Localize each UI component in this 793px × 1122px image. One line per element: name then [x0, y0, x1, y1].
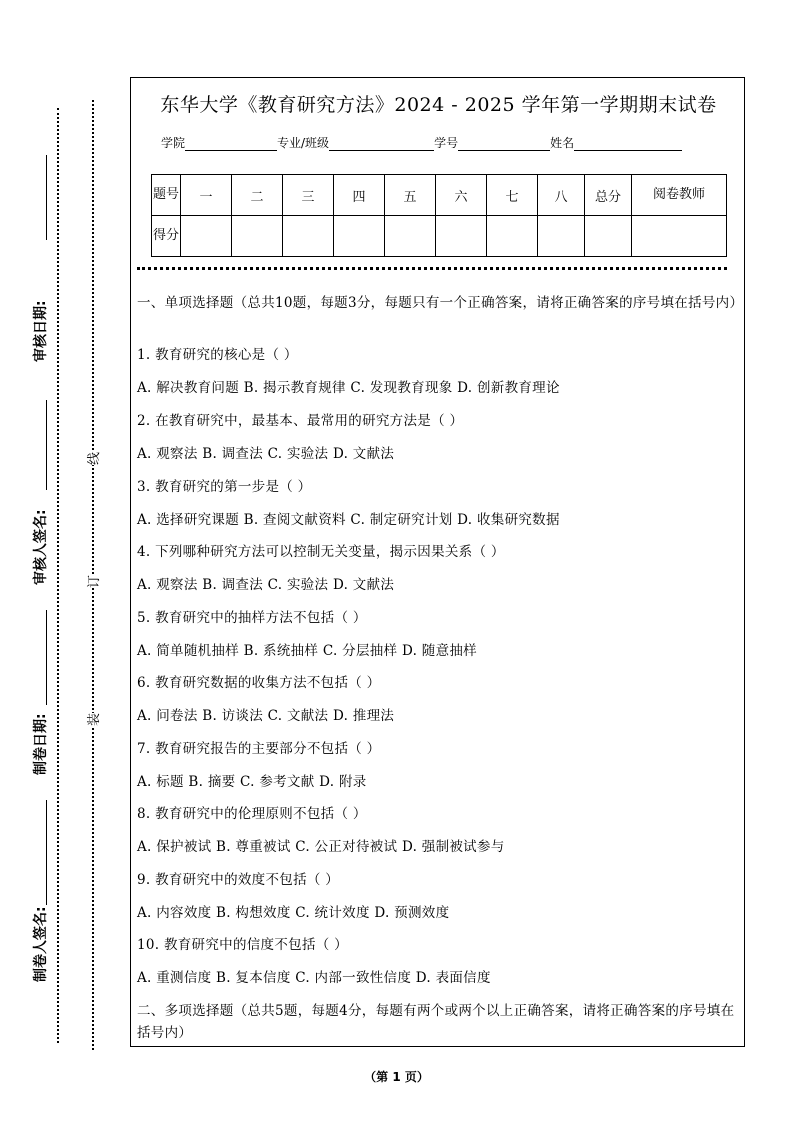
col-7: 七 [487, 175, 538, 216]
maker-sign-label: 制卷人签名: [33, 906, 49, 982]
binding-char-line: 线 [81, 452, 104, 465]
score-cell[interactable] [538, 216, 585, 257]
col-grader: 阅卷教师 [632, 175, 727, 216]
score-table-header-row [152, 175, 727, 216]
score-cell[interactable] [334, 216, 385, 257]
maker-sign-line [46, 800, 48, 905]
college-field[interactable] [185, 136, 277, 151]
options-10: A. 重测信度 B. 复本信度 C. 内部一致性信度 D. 表面信度 [137, 970, 491, 986]
score-cell[interactable] [632, 216, 727, 257]
page-title: 东华大学《教育研究方法》2024 - 2025 学年第一学期期末试卷 [160, 94, 717, 116]
student-info-row [161, 134, 731, 151]
score-cell[interactable] [181, 216, 232, 257]
question-7: 7. 教育研究报告的主要部分不包括（ ） [137, 741, 381, 757]
make-date-label: 制卷日期: [33, 713, 49, 775]
score-cell[interactable] [283, 216, 334, 257]
options-9: A. 内容效度 B. 构想效度 C. 统计效度 D. 预测效度 [137, 905, 450, 921]
options-8: A. 保护被试 B. 尊重被试 C. 公正对待被试 D. 强制被试参与 [137, 839, 505, 855]
question-2: 2. 在教育研究中，最基本、最常用的研究方法是（ ） [137, 413, 464, 429]
options-4: A. 观察法 B. 调查法 C. 实验法 D. 文献法 [137, 577, 395, 593]
score-cell[interactable] [385, 216, 436, 257]
major-label: 专业/班级 [277, 136, 330, 150]
question-10: 10. 教育研究中的信度不包括（ ） [137, 937, 348, 953]
question-9: 9. 教育研究中的效度不包括（ ） [137, 872, 340, 888]
question-8: 8. 教育研究中的伦理原则不包括（ ） [137, 806, 367, 822]
score-table-score-row [152, 216, 727, 257]
options-3: A. 选择研究课题 B. 查阅文献资料 C. 制定研究计划 D. 收集研究数据 [137, 512, 560, 528]
score-cell[interactable] [232, 216, 283, 257]
name-field[interactable] [574, 136, 682, 151]
question-5: 5. 教育研究中的抽样方法不包括（ ） [137, 610, 367, 626]
make-date-line [46, 610, 48, 705]
name-label: 姓名 [550, 136, 575, 150]
review-date-line [46, 155, 48, 240]
score-head: 得分 [152, 216, 181, 257]
options-5: A. 简单随机抽样 B. 系统抽样 C. 分层抽样 D. 随意抽样 [137, 643, 477, 659]
question-number-head: 题号 [152, 175, 181, 216]
reviewer-sign-label: 审核人签名: [33, 509, 49, 585]
score-cell[interactable] [487, 216, 538, 257]
section2-heading: 二、多项选择题（总共5题，每题4分，每题有两个或两个以上正确答案，请将正确答案的序号填在括号内） [137, 1003, 735, 1041]
options-2: A. 观察法 B. 调查法 C. 实验法 D. 文献法 [137, 446, 395, 462]
question-6: 6. 教育研究数据的收集方法不包括（ ） [137, 675, 381, 691]
col-total: 总分 [585, 175, 632, 216]
col-3: 三 [283, 175, 334, 216]
col-2: 二 [232, 175, 283, 216]
page-number: （第 1 页） [364, 1070, 429, 1084]
college-label: 学院 [161, 136, 186, 150]
left-dotted-line [57, 108, 59, 1043]
exam-frame [130, 77, 745, 1047]
score-table [151, 174, 727, 257]
question-3: 3. 教育研究的第一步是（ ） [137, 479, 312, 495]
col-1: 一 [181, 175, 232, 216]
options-6: A. 问卷法 B. 访谈法 C. 文献法 D. 推理法 [137, 708, 395, 724]
col-8: 八 [538, 175, 585, 216]
header-divider [137, 267, 727, 270]
question-4: 4. 下列哪种研究方法可以控制无关变量，揭示因果关系（ ） [137, 544, 505, 560]
options-7: A. 标题 B. 摘要 C. 参考文献 D. 附录 [137, 774, 367, 790]
binding-char-zhuang: 装 [81, 713, 104, 726]
col-5: 五 [385, 175, 436, 216]
reviewer-sign-line [46, 400, 48, 490]
binding-char-ding: 订 [81, 575, 104, 588]
score-cell[interactable] [585, 216, 632, 257]
options-1: A. 解决教育问题 B. 揭示教育规律 C. 发现教育现象 D. 创新教育理论 [137, 380, 560, 396]
major-field[interactable] [329, 136, 434, 151]
student-id-field[interactable] [458, 136, 550, 151]
question-1: 1. 教育研究的核心是（ ） [137, 347, 298, 363]
section1-heading: 一、单项选择题（总共10题，每题3分，每题只有一个正确答案，请将正确答案的序号填在括号内） [137, 295, 744, 311]
student-id-label: 学号 [434, 136, 459, 150]
review-date-label: 审核日期: [33, 300, 49, 362]
col-6: 六 [436, 175, 487, 216]
col-4: 四 [334, 175, 385, 216]
score-cell[interactable] [436, 216, 487, 257]
